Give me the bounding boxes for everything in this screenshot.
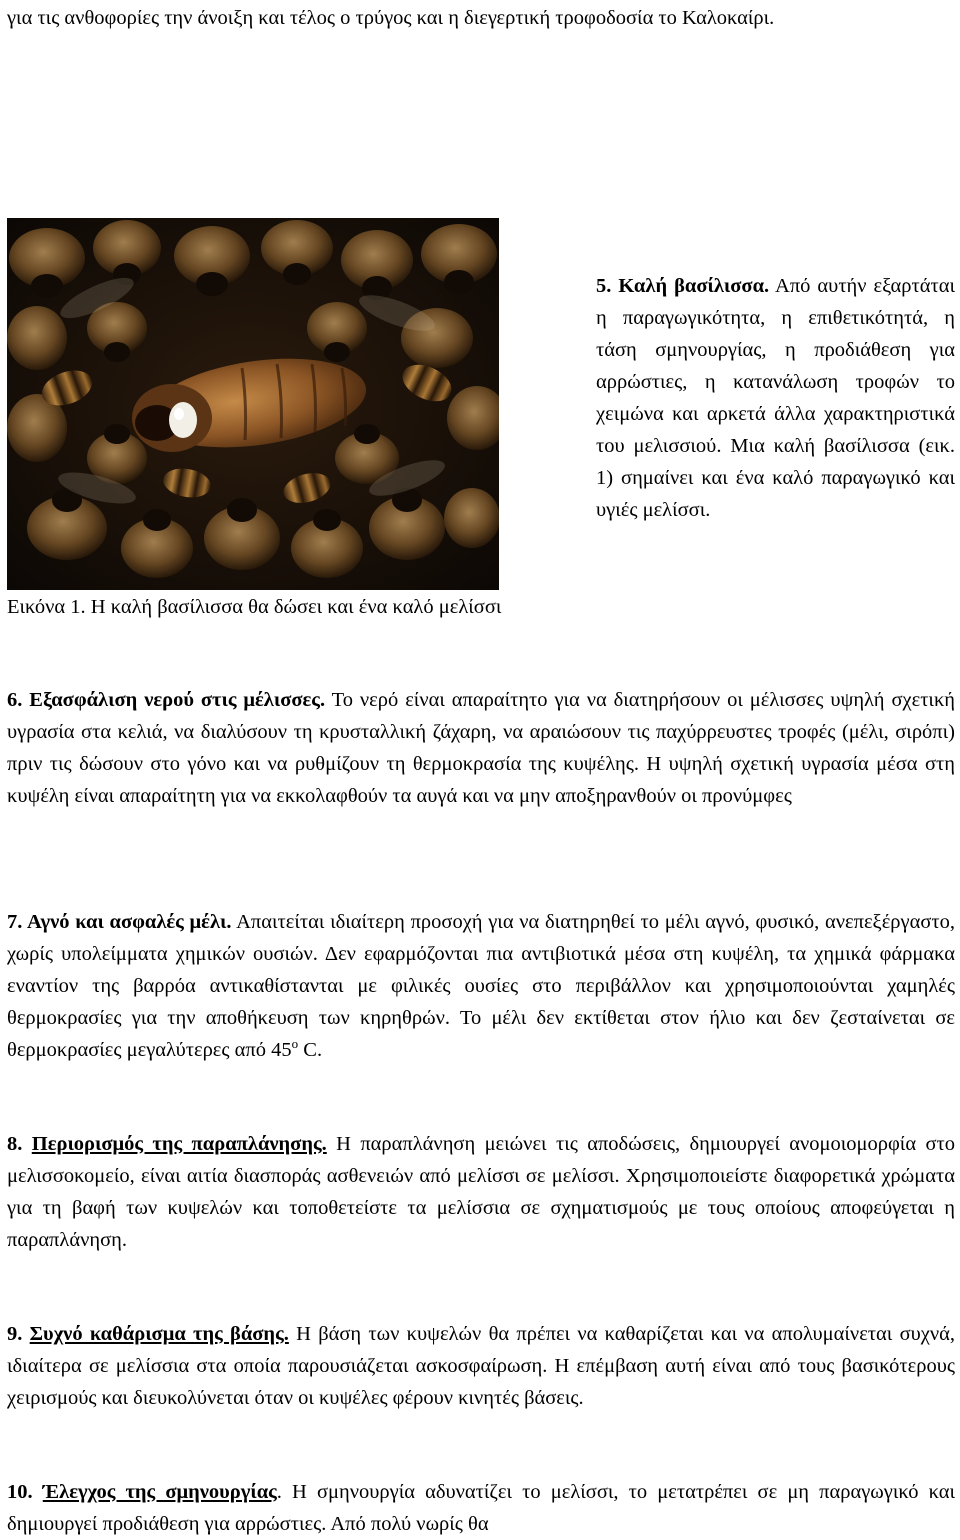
section-9 bbox=[7, 1318, 955, 1414]
intro-paragraph: για τις ανθοφορίες την άνοιξη και τέλος ο τρύγος και η διεγερτική τροφοδοσία το Καλοκαίρι. bbox=[7, 7, 775, 29]
section-7-heading: 7. Αγνό και ασφαλές μέλι. bbox=[7, 911, 232, 933]
section-6-heading: 6. Εξασφάλιση νερού στις μέλισσες. bbox=[7, 689, 326, 711]
section-9-number: 9. bbox=[7, 1323, 30, 1345]
section-8-heading: Περιορισμός της παραπλάνησης. bbox=[31, 1133, 327, 1155]
bee-queen-photo bbox=[7, 218, 499, 590]
section-9-heading: Συχνό καθάρισμα της βάσης. bbox=[29, 1323, 289, 1345]
section-8 bbox=[7, 1128, 955, 1256]
section-7-body: Απαιτείται ιδιαίτερη προσοχή για να διατηρηθεί το μέλι αγνό, φυσικό, ανεπεξέργαστο, χωρίς υπολείμματα χημικών ουσιών. Δεν εφαρμόζονται πια αντιβιοτικά μέσα στη κυψέλη, τα χημικά φάρμακα εναντίον της βαρρόα αντικαθίστανται με φιλικές ουσίες στο περιβάλλον και χρησιμοποιούνται χαμηλές θερμοκρασίες για την αποθήκευση των κηρηθρών. Το μέλι δεν εκτίθεται στον ήλιο και δεν ζεσταίνεται σε θερμοκρασίες μεγαλύτερες από 45 bbox=[7, 911, 955, 1061]
section-7 bbox=[7, 906, 955, 1066]
section-10-number: 10. bbox=[7, 1481, 43, 1503]
section-10 bbox=[7, 1476, 955, 1540]
section-5-body: Από αυτήν εξαρτάται η παραγωγικότητα, η επιθετικότητά, η τάση σμηνουργίας, η προδιάθεση για αρρώστιες, η κατανάλωση τροφών το χειμώνα και αρκετά άλλα χαρακτηριστικά του μελισσιού. Μια καλή βασίλισσα (εικ. 1) σημαίνει και ένα καλό παραγωγικό και υγιές μελίσσι. bbox=[596, 274, 955, 521]
section-10-heading: Έλεγχος της σμηνουργίας bbox=[42, 1481, 277, 1503]
section-8-number: 8. bbox=[7, 1133, 32, 1155]
section-5 bbox=[596, 270, 955, 526]
section-8-body: Η παραπλάνηση μειώνει τις αποδώσεις, δημιουργεί ανομοιομορφία στο μελισσοκομείο, είναι αιτία διασποράς ασθενειών από μελίσσι σε μελίσσι. Χρησιμοποιείστε διαφορετικά χρώματα για τη βαφή των κυψελών και τοποθετείστε τα μελίσσια σε σχηματισμούς με τους οποίους αποφεύγεται η παραπλάνηση. bbox=[7, 1133, 955, 1251]
degree-superscript: ο bbox=[291, 1036, 299, 1052]
section-6 bbox=[7, 684, 955, 812]
section-5-heading: 5. Καλή βασίλισσα. bbox=[596, 274, 770, 297]
section-6-body: Το νερό είναι απαραίτητο για να διατηρήσουν οι μέλισσες υψηλή σχετική υγρασία στα κελιά, να διαλύσουν τη κρυσταλλική ζάχαρη, να αραιώσουν τις παχύρρευστες τροφές (μέλι, σιρόπι) πριν τις δώσουν στο γόνο και να ρυθμίζουν τη θερμοκρασία της κυψέλης. Η υψηλή σχετική υγρασία μέσα στη κυψέλη είναι απαραίτητη για να εκκολαφθούν τα αυγά και να μην αποξηρανθούν οι προνύμφες bbox=[7, 689, 956, 807]
section-9-body: Η βάση των κυψελών θα πρέπει να καθαρίζεται και να απολυμαίνεται συχνά, ιδιαίτερα σε μελίσσια στα οποία παρουσιάζεται ασκοσφαίρωση. Η επέμβαση αυτή είναι από τους βασικότερους χειρισμούς και διευκολύνεται όταν οι κυψέλες φέρουν κινητές βάσεις. bbox=[7, 1323, 956, 1409]
section-7-tail: C. bbox=[298, 1039, 323, 1061]
section-10-body: . Η σμηνουργία αδυνατίζει το μελίσσι, το μετατρέπει σε μη παραγωγικό και δημιουργεί προδιάθεση για αρρώστιες. Από πολύ νωρίς θα bbox=[7, 1481, 956, 1535]
figure-caption: Εικόνα 1. Η καλή βασίλισσα θα δώσει και ένα καλό μελίσσι bbox=[7, 596, 502, 618]
